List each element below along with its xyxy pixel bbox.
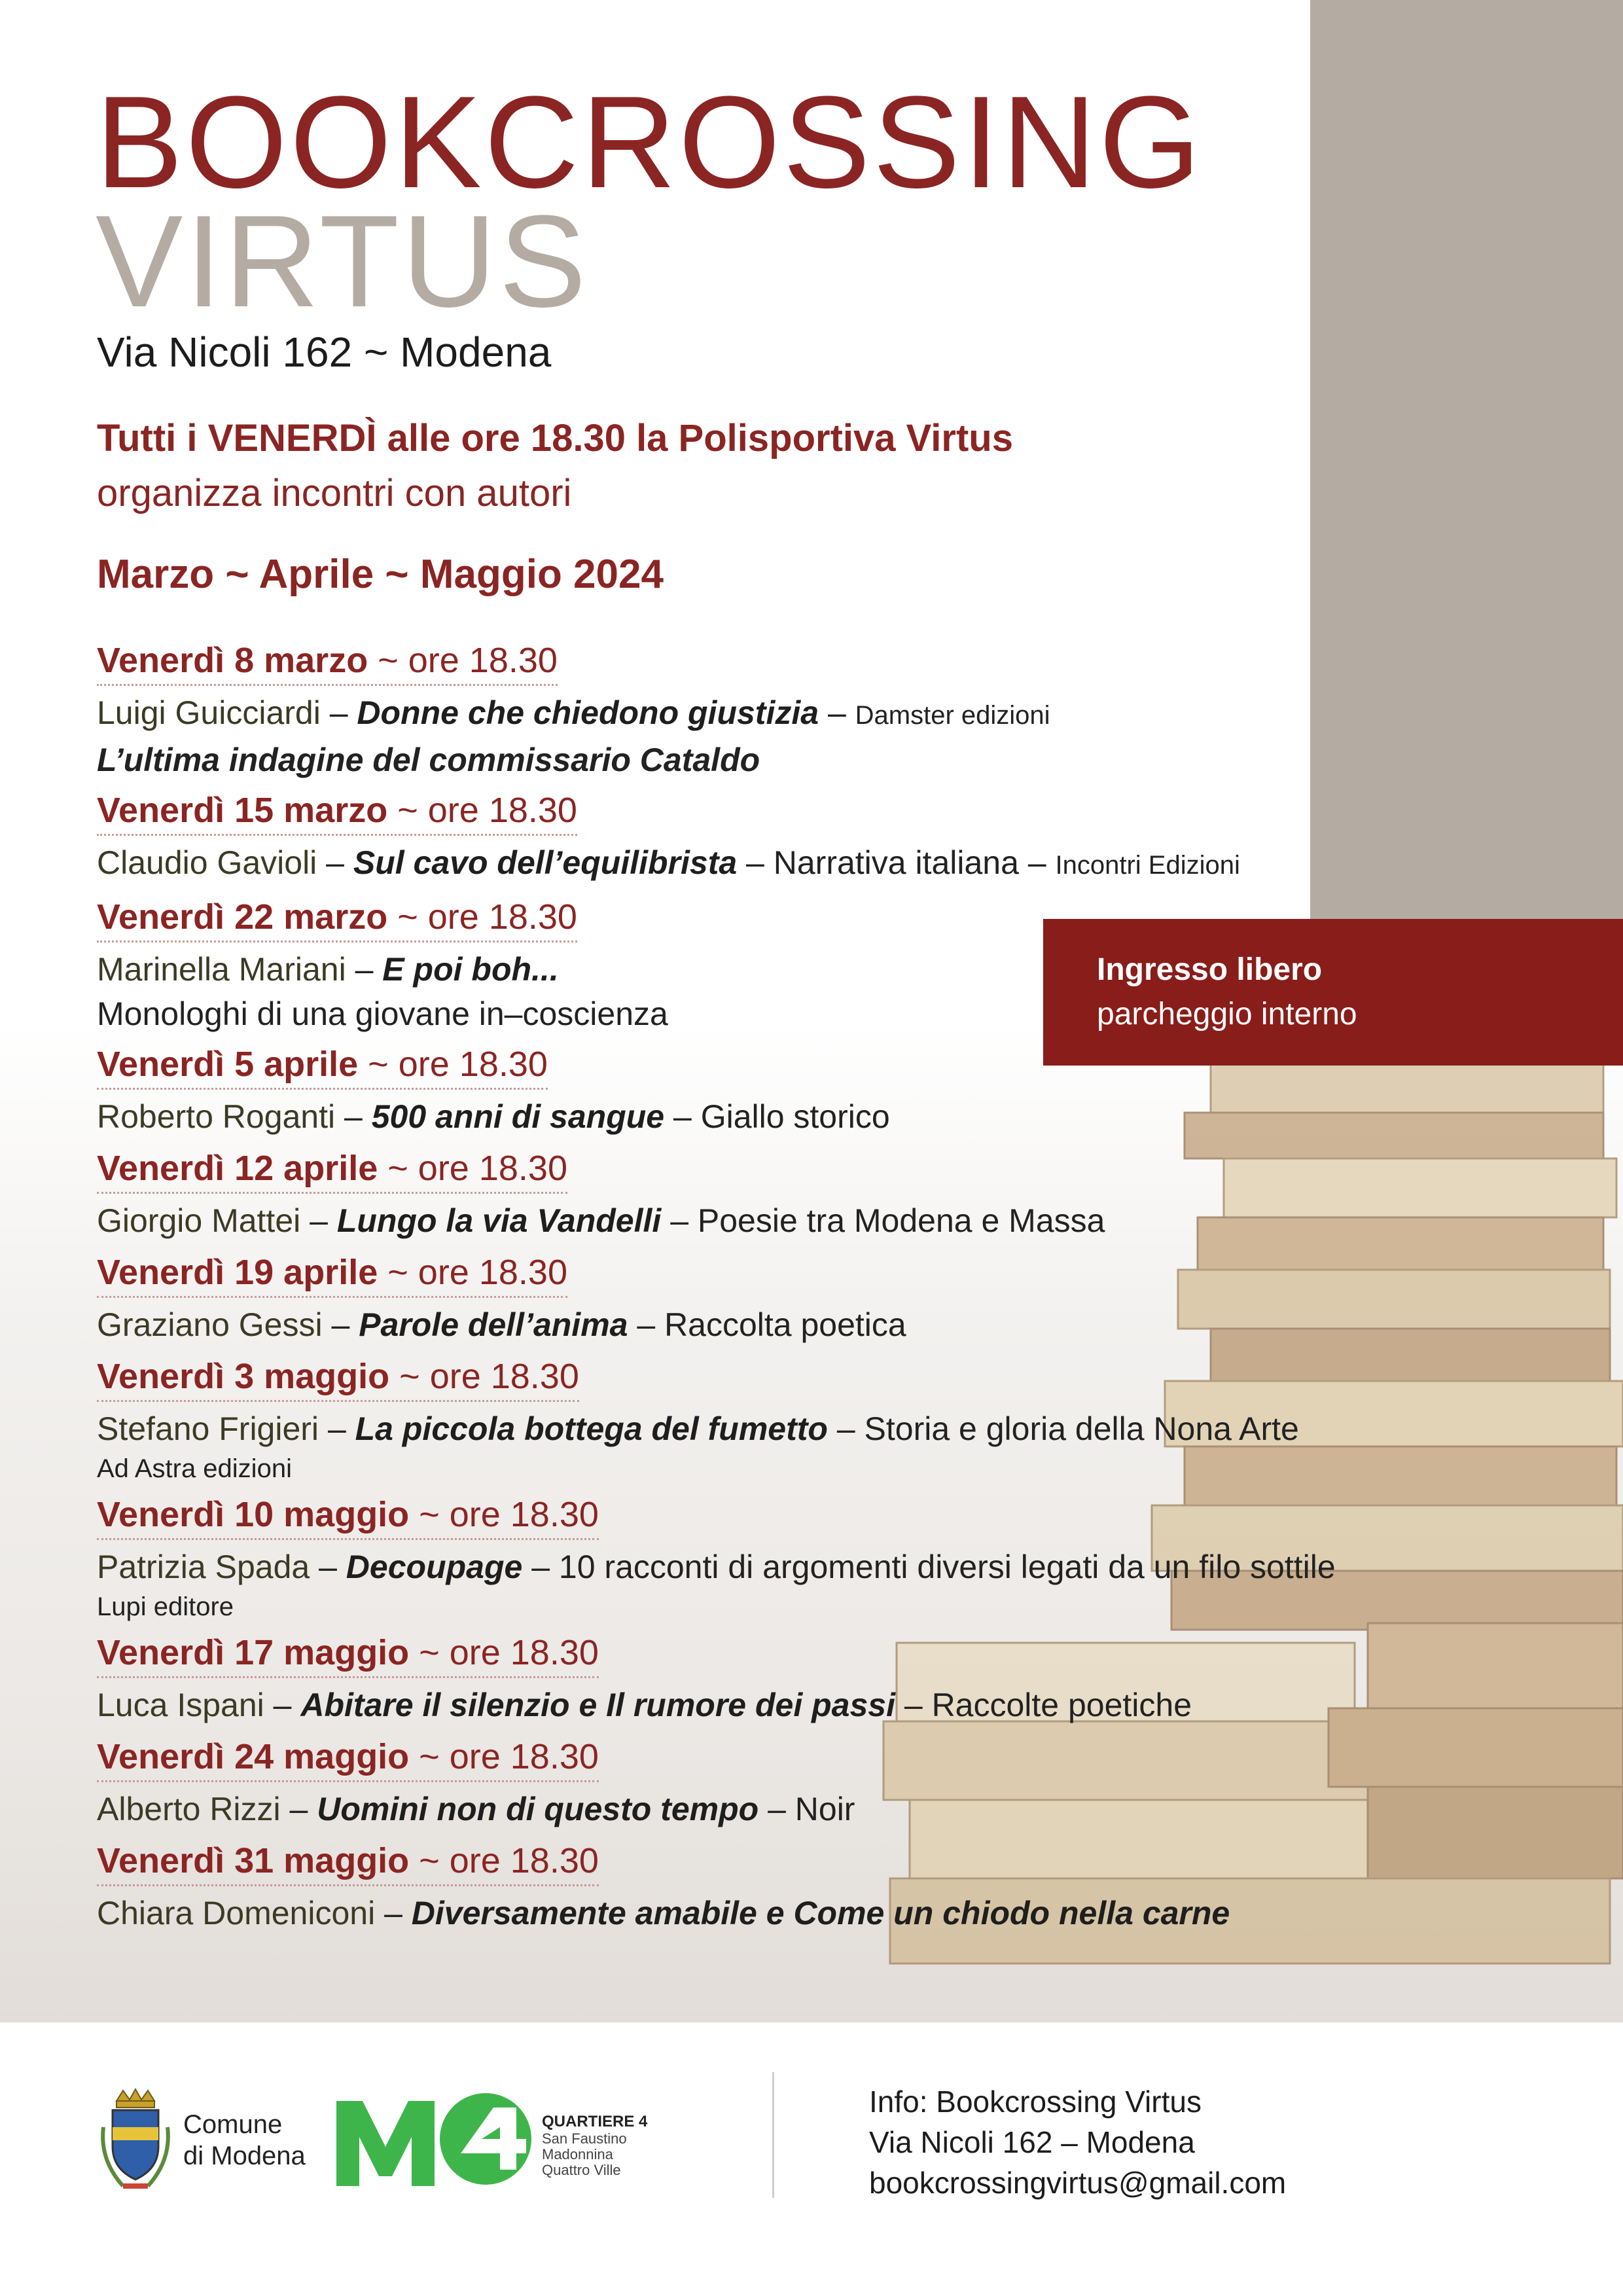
event-item — [97, 1492, 1602, 1624]
event-author: Roberto Roganti — [97, 1098, 336, 1135]
event-line: Luigi Guicciardi – Donne che chiedono giustizia – Damster edizioni — [97, 694, 1050, 731]
event-desc: Raccolte poetiche — [931, 1687, 1192, 1723]
event-desc: Giallo storico — [700, 1098, 890, 1135]
event-line: Chiara Domeniconi – Diversamente amabile e Come un chiodo nella carne — [97, 1895, 1230, 1931]
event-title: Sul cavo dell’equilibrista — [353, 844, 738, 881]
months-heading: Marzo ~ Aprile ~ Maggio 2024 — [97, 552, 664, 597]
event-date: Venerdì 19 aprile ~ ore 18.30 — [97, 1250, 567, 1298]
event-date: Venerdì 22 marzo ~ ore 18.30 — [97, 895, 577, 942]
event-title: La piccola bottega del fumetto — [355, 1410, 828, 1447]
free-entry-box — [1043, 919, 1623, 1066]
event-line: Graziano Gessi – Parole dell’anima – Raccolta poetica — [97, 1306, 906, 1343]
event-author: Luigi Guicciardi — [97, 694, 321, 731]
event-title: Lungo la via Vandelli — [336, 1202, 662, 1239]
event-line: Marinella Mariani – E poi boh... — [97, 951, 559, 988]
info-block — [869, 2081, 1286, 2203]
event-item — [97, 1146, 1602, 1244]
event-item — [97, 1630, 1602, 1728]
event-item — [97, 1839, 1602, 1936]
intro-bold: Tutti i VENERDÌ alle ore 18.30 la Polisportiva Virtus — [97, 417, 1013, 459]
events-list — [97, 638, 1602, 1943]
title-virtus: VIRTUS — [96, 188, 589, 334]
event-date: Venerdì 3 maggio ~ ore 18.30 — [97, 1354, 579, 1402]
info-email[interactable]: bookcrossingvirtus@gmail.com — [869, 2166, 1287, 2200]
event-date: Venerdì 15 marzo ~ ore 18.30 — [97, 788, 577, 836]
event-date: Venerdì 24 maggio ~ ore 18.30 — [97, 1734, 599, 1782]
event-author: Luca Ispani — [97, 1687, 264, 1723]
event-title: Donne che chiedono giustizia — [357, 694, 819, 731]
event-line: Roberto Roganti – 500 anni di sangue – Giallo storico — [97, 1098, 890, 1135]
event-date: Venerdì 10 maggio ~ ore 18.30 — [97, 1492, 599, 1540]
comune-crest-icon — [97, 2088, 174, 2193]
event-desc: Narrativa italiana — [773, 844, 1019, 881]
event-extra: L’ultima indagine del commissario Cataldo — [97, 742, 760, 778]
event-line: Patrizia Spada – Decoupage – 10 racconti di argomenti diversi legati da un filo sottile — [97, 1549, 1336, 1585]
event-author: Patrizia Spada — [97, 1549, 310, 1585]
event-desc: Raccolta poetica — [664, 1306, 906, 1343]
title-bookcrossing: BOOKCROSSING — [96, 69, 1204, 215]
event-title: E poi boh... — [382, 951, 559, 988]
footer-divider — [772, 2072, 774, 2198]
event-desc: Storia e gloria della Nona Arte — [864, 1410, 1299, 1447]
intro-regular: organizza incontri con autori — [97, 472, 572, 514]
event-desc: Noir — [794, 1791, 855, 1827]
event-title: Diversamente amabile e Come un chiodo nella carne — [411, 1895, 1230, 1931]
event-publisher: Lupi editore — [97, 1592, 234, 1621]
event-publisher: Incontri Edizioni — [1055, 851, 1240, 880]
event-item — [97, 788, 1602, 888]
event-line: Luca Ispani – Abitare il silenzio e Il rumore dei passi – Raccolte poetiche — [97, 1687, 1192, 1723]
event-title: 500 anni di sangue — [371, 1098, 665, 1135]
event-date: Venerdì 5 aprile ~ ore 18.30 — [97, 1042, 548, 1090]
event-extra: Monologhi di una giovane in–coscienza — [97, 996, 668, 1032]
quartiere-4-logo-icon — [336, 2088, 533, 2193]
info-address: Via Nicoli 162 – Modena — [869, 2125, 1195, 2159]
event-item — [97, 1250, 1602, 1348]
event-line: Stefano Frigieri – La piccola bottega del fumetto – Storia e gloria della Nona Arte — [97, 1410, 1299, 1447]
info-title: Info: Bookcrossing Virtus — [869, 2085, 1202, 2119]
event-title: Decoupage — [346, 1549, 523, 1585]
event-line: Giorgio Mattei – Lungo la via Vandelli – Poesie tra Modena e Massa — [97, 1202, 1105, 1239]
event-desc: Poesie tra Modena e Massa — [697, 1202, 1105, 1239]
address: Via Nicoli 162 ~ Modena — [97, 329, 552, 376]
event-author: Marinella Mariani — [97, 951, 346, 988]
event-item — [97, 1734, 1602, 1832]
event-item — [97, 1354, 1602, 1486]
comune-label: Comune di Modena — [183, 2110, 306, 2170]
event-author: Claudio Gavioli — [97, 844, 317, 881]
event-author: Stefano Frigieri — [97, 1410, 319, 1447]
event-publisher: Ad Astra edizioni — [97, 1454, 292, 1483]
event-author: Chiara Domeniconi — [97, 1895, 376, 1931]
event-date: Venerdì 31 maggio ~ ore 18.30 — [97, 1839, 599, 1886]
event-title: Uomini non di questo tempo — [317, 1791, 759, 1827]
event-line: Claudio Gavioli – Sul cavo dell’equilibrista – Narrativa italiana – Incontri Edizioni — [97, 844, 1240, 881]
quartiere-4-text: QUARTIERE 4 San Faustino Madonnina Quattro Ville — [542, 2113, 648, 2178]
free-entry-label: Ingresso libero — [1097, 952, 1323, 987]
event-item — [97, 638, 1602, 781]
event-desc: 10 racconti di argomenti diversi legati da un filo sottile — [558, 1549, 1336, 1585]
event-author: Graziano Gessi — [97, 1306, 323, 1343]
event-date: Venerdì 12 aprile ~ ore 18.30 — [97, 1146, 567, 1194]
event-title: Abitare il silenzio e Il rumore dei passi — [300, 1687, 895, 1723]
event-line: Alberto Rizzi – Uomini non di questo tempo – Noir — [97, 1791, 855, 1827]
parking-label: parcheggio interno — [1097, 997, 1357, 1031]
event-date: Venerdì 17 maggio ~ ore 18.30 — [97, 1630, 599, 1678]
event-author: Giorgio Mattei — [97, 1202, 301, 1239]
event-author: Alberto Rizzi — [97, 1791, 281, 1827]
event-date: Venerdì 8 marzo ~ ore 18.30 — [97, 638, 558, 686]
event-title: Parole dell’anima — [359, 1306, 628, 1343]
event-publisher: Damster edizioni — [855, 701, 1050, 730]
